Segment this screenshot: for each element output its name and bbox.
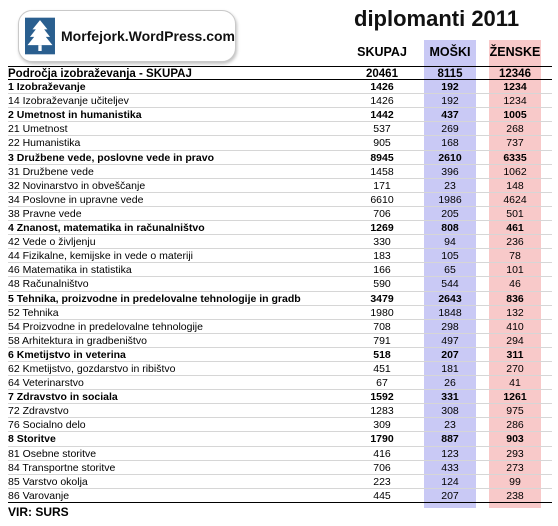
table-row: [8, 263, 552, 277]
row-label: 54 Proizvodne in predelovalne tehnologije: [8, 320, 203, 333]
row-label: 14 Izobraževanje učiteljev: [8, 95, 129, 108]
cell-zenske: 903: [506, 433, 524, 446]
cell-skupaj: 1283: [370, 405, 394, 418]
cell-moski: 192: [441, 81, 459, 94]
cell-zenske: 41: [509, 377, 521, 390]
cell-skupaj: 3479: [370, 292, 394, 305]
cell-zenske: 132: [506, 306, 524, 319]
cell-zenske: 1234: [503, 81, 527, 94]
cell-moski: 497: [441, 334, 459, 347]
row-label: 84 Transportne storitve: [8, 461, 116, 474]
cell-moski: 887: [441, 433, 459, 446]
cell-zenske: 78: [509, 250, 521, 263]
row-label: 21 Umetnost: [8, 123, 68, 136]
cell-moski: 124: [441, 475, 459, 488]
cell-skupaj: 706: [373, 461, 391, 474]
table-row: [8, 292, 552, 306]
row-label: 48 Računalništvo: [8, 278, 89, 291]
table-row: [8, 66, 552, 80]
row-label: 58 Arhitektura in gradbeništvo: [8, 334, 147, 347]
cell-skupaj: 706: [373, 207, 391, 220]
cell-zenske: 975: [506, 405, 524, 418]
table-row: [8, 461, 552, 475]
table-row: [8, 136, 552, 150]
cell-moski: 207: [441, 489, 459, 502]
cell-moski: 269: [441, 123, 459, 136]
cell-moski: 1848: [438, 306, 462, 319]
cell-moski: 123: [441, 447, 459, 460]
cell-zenske: 286: [506, 419, 524, 432]
cell-moski: 544: [441, 278, 459, 291]
cell-skupaj: 1790: [370, 433, 394, 446]
table-row: [8, 249, 552, 263]
row-label: 4 Znanost, matematika in računalništvo: [8, 222, 205, 235]
logo-text: Morfejork.WordPress.com: [60, 28, 235, 44]
row-label: Področja izobraževanja - SKUPAJ: [8, 68, 192, 80]
cell-skupaj: 171: [373, 179, 391, 192]
cell-zenske: 1062: [503, 165, 527, 178]
cell-moski: 205: [441, 207, 459, 220]
cell-moski: 23: [444, 179, 456, 192]
cell-moski: 192: [441, 95, 459, 108]
cell-zenske: 311: [506, 348, 524, 361]
cell-zenske: 101: [506, 264, 524, 277]
cell-skupaj: 1269: [370, 222, 394, 235]
cell-skupaj: 1426: [370, 81, 394, 94]
cell-skupaj: 166: [373, 264, 391, 277]
cell-zenske: 270: [506, 362, 524, 375]
table-row: [8, 277, 552, 291]
cell-moski: 207: [441, 348, 459, 361]
cell-skupaj: 537: [373, 123, 391, 136]
cell-moski: 23: [444, 419, 456, 432]
row-label: 5 Tehnika, proizvodne in predelovalne tehnologije in gradb: [8, 292, 301, 305]
cell-skupaj: 518: [373, 348, 391, 361]
row-label: 44 Fizikalne, kemijske in vede o materiji: [8, 250, 193, 263]
table-row: [8, 94, 552, 108]
header-skupaj: SKUPAJ: [357, 45, 407, 59]
row-label: 52 Tehnika: [8, 306, 59, 319]
cell-moski: 105: [441, 250, 459, 263]
cell-skupaj: 8945: [370, 151, 394, 164]
table-row: [8, 390, 552, 404]
cell-skupaj: 6610: [370, 193, 394, 206]
row-label: 8 Storitve: [8, 433, 56, 446]
table-row: [8, 432, 552, 446]
cell-skupaj: 1426: [370, 95, 394, 108]
page-title: diplomanti 2011: [354, 6, 520, 31]
cell-moski: 396: [441, 165, 459, 178]
cell-skupaj: 330: [373, 236, 391, 249]
cell-moski: 331: [441, 391, 459, 404]
row-label: 64 Veterinarstvo: [8, 377, 84, 390]
table-row: [8, 334, 552, 348]
table-row: [8, 362, 552, 376]
row-label: 42 Vede o življenju: [8, 236, 96, 249]
cell-moski: 437: [441, 109, 459, 122]
table-row: [8, 306, 552, 320]
cell-zenske: 1261: [503, 391, 527, 404]
cell-skupaj: 1458: [370, 165, 394, 178]
cell-moski: 8115: [437, 68, 463, 80]
cell-moski: 181: [441, 362, 459, 375]
row-label: 2 Umetnost in humanistika: [8, 109, 142, 122]
row-label: 62 Kmetijstvo, gozdarstvo in ribištvo: [8, 362, 176, 375]
row-label: 85 Varstvo okolja: [8, 475, 88, 488]
cell-zenske: 501: [506, 207, 524, 220]
row-label: 86 Varovanje: [8, 489, 70, 502]
cell-zenske: 273: [506, 461, 524, 474]
cell-zenske: 293: [506, 447, 524, 460]
cell-moski: 1986: [438, 193, 462, 206]
cell-skupaj: 20461: [366, 68, 398, 80]
cell-moski: 65: [444, 264, 456, 277]
table-row: [8, 348, 552, 362]
table-row: [8, 207, 552, 221]
cell-zenske: 737: [506, 137, 524, 150]
table-row: [8, 376, 552, 390]
cell-zenske: 99: [509, 475, 521, 488]
cell-skupaj: 309: [373, 419, 391, 432]
cell-zenske: 6335: [503, 151, 527, 164]
cell-zenske: 1005: [503, 109, 527, 122]
cell-zenske: 236: [506, 236, 524, 249]
row-label: 81 Osebne storitve: [8, 447, 97, 460]
row-label: 72 Zdravstvo: [8, 405, 69, 418]
table-row: [8, 80, 552, 94]
row-label: 3 Družbene vede, poslovne vede in pravo: [8, 151, 214, 164]
logo[interactable]: [18, 10, 236, 62]
cell-skupaj: 708: [373, 320, 391, 333]
cell-skupaj: 183: [373, 250, 391, 263]
row-label: 38 Pravne vede: [8, 207, 82, 220]
header-zenske: ŽENSKE: [489, 45, 541, 59]
cell-moski: 433: [441, 461, 459, 474]
row-label: 46 Matematika in statistika: [8, 264, 132, 277]
cell-zenske: 148: [506, 179, 524, 192]
cell-skupaj: 1980: [370, 306, 394, 319]
cell-zenske: 836: [506, 292, 524, 305]
row-label: 34 Poslovne in upravne vede: [8, 193, 144, 206]
table-row: [8, 447, 552, 461]
cell-zenske: 12346: [499, 68, 531, 80]
cell-moski: 298: [441, 320, 459, 333]
table-row: [8, 221, 552, 235]
table-row: [8, 193, 552, 207]
row-label: 6 Kmetijstvo in veterina: [8, 348, 126, 361]
cell-skupaj: 223: [373, 475, 391, 488]
cell-skupaj: 1442: [370, 109, 394, 122]
data-table: [8, 66, 552, 503]
cell-skupaj: 791: [373, 334, 391, 347]
cell-zenske: 410: [506, 320, 524, 333]
table-row: [8, 320, 552, 334]
cell-skupaj: 67: [376, 377, 388, 390]
tree-icon: [25, 14, 55, 58]
cell-zenske: 1234: [503, 95, 527, 108]
cell-moski: 2610: [438, 151, 462, 164]
header-moski: MOŠKI: [429, 45, 471, 59]
row-label: 32 Novinarstvo in obveščanje: [8, 179, 146, 192]
cell-skupaj: 590: [373, 278, 391, 291]
table-row: [8, 235, 552, 249]
cell-moski: 26: [444, 377, 456, 390]
table-row: [8, 108, 552, 122]
cell-moski: 168: [441, 137, 459, 150]
source-note: VIR: SURS: [8, 505, 69, 519]
row-label: 76 Socialno delo: [8, 419, 86, 432]
cell-zenske: 461: [506, 222, 524, 235]
cell-skupaj: 416: [373, 447, 391, 460]
cell-zenske: 46: [509, 278, 521, 291]
table-row: [8, 179, 552, 193]
table-row: [8, 475, 552, 489]
cell-zenske: 4624: [503, 193, 527, 206]
cell-moski: 308: [441, 405, 459, 418]
table-row: [8, 418, 552, 432]
table-row: [8, 165, 552, 179]
cell-skupaj: 445: [373, 489, 391, 502]
cell-moski: 94: [444, 236, 456, 249]
cell-skupaj: 905: [373, 137, 391, 150]
cell-zenske: 268: [506, 123, 524, 136]
row-label: 7 Zdravstvo in sociala: [8, 391, 118, 404]
cell-skupaj: 451: [373, 362, 391, 375]
cell-moski: 2643: [438, 292, 462, 305]
row-label: 31 Družbene vede: [8, 165, 94, 178]
table-row: [8, 489, 552, 503]
row-label: 22 Humanistika: [8, 137, 81, 150]
table-row: [8, 122, 552, 136]
row-label: 1 Izobraževanje: [8, 81, 86, 94]
cell-zenske: 294: [506, 334, 524, 347]
cell-skupaj: 1592: [370, 391, 394, 404]
cell-zenske: 238: [506, 489, 524, 502]
table-row: [8, 151, 552, 165]
cell-moski: 808: [441, 222, 459, 235]
table-row: [8, 404, 552, 418]
